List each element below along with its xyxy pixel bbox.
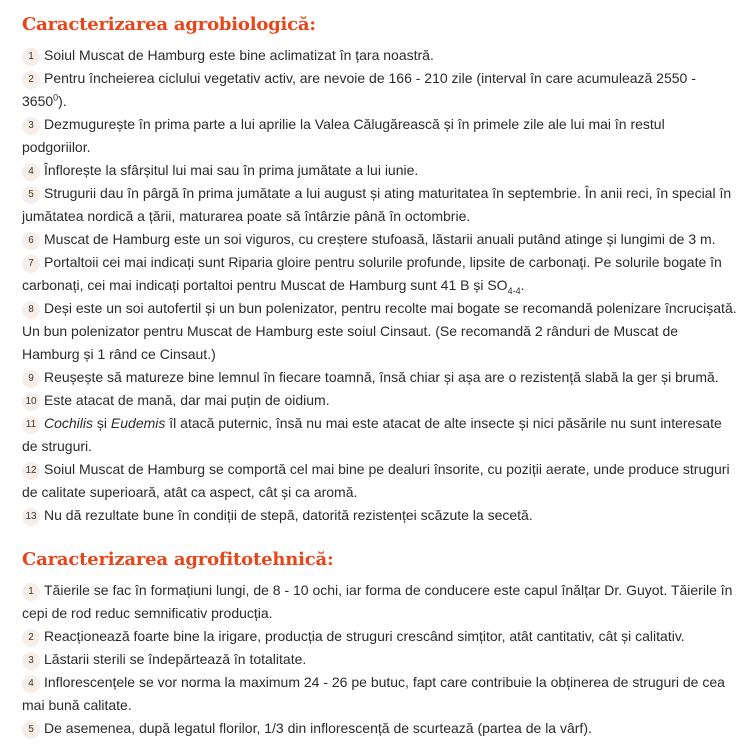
item-number-badge: 1	[22, 48, 40, 66]
item-number-badge: 5	[22, 186, 40, 204]
list-item	[22, 44, 737, 67]
item-number-badge: 12	[22, 462, 40, 480]
list-item	[22, 648, 737, 671]
item-text: îl atacă puternic, însă nu mai este atacat de alte insecte și nici păsările nu sunt interesate de struguri.	[22, 415, 722, 454]
list-item	[22, 113, 737, 159]
list-item	[22, 671, 737, 717]
item-number-badge: 2	[22, 629, 40, 647]
item-text: Reacționează foarte bine la irigare, producția de struguri crescând simțitor, atât cantitativ, cât și calitativ.	[44, 628, 685, 644]
item-number-badge: 8	[22, 301, 40, 319]
item-text: Portaltoii cei mai indicați sunt Riparia gloire pentru solurile profunde, lipsite de carbonați. Pe solurile bogate în carbonați, cei mai indicați portaltoi pentru Muscat de Hamburg sunt 41 B și SO	[22, 254, 722, 293]
item-text: Pentru încheierea ciclului vegetativ activ, are nevoie de 166 - 210 zile (interval în care acumulează 2550 - 3650	[22, 70, 696, 109]
list-item	[22, 182, 737, 228]
item-number-badge: 10	[22, 393, 40, 411]
item-number-badge: 4	[22, 163, 40, 181]
list-item	[22, 458, 737, 504]
item-number-badge: 2	[22, 71, 40, 89]
list-item	[22, 389, 737, 412]
item-number-badge: 11	[22, 416, 40, 434]
item-text: Lăstarii sterili se îndepărtează în totalitate.	[44, 651, 307, 667]
item-number-badge: 9	[22, 370, 40, 388]
list-item	[22, 717, 737, 740]
item-text: Muscat de Hamburg este un soi viguros, cu creștere stufoasă, lăstarii anuali putând atinge și lungimi de 3 m.	[44, 231, 716, 247]
item-text: Deși este un soi autofertil și un bun polenizator, pentru recolte mai bogate se recomandă polenizare încrucișată. Un bun polenizator pentru Muscat de Hamburg este soiul Cinsaut. (Se recomandă 2 rânduri de Muscat de Hamburg și 1 rând ce Cinsaut.)	[22, 300, 737, 362]
item-text: Înflorește la sfârșitul lui mai sau în prima jumătate a lui iunie.	[44, 162, 419, 178]
list-item	[22, 67, 737, 113]
list-item	[22, 504, 737, 527]
list-item	[22, 159, 737, 182]
italic-term: Eudemis	[110, 415, 166, 431]
list-item	[22, 579, 737, 625]
section-title: Caracterizarea agrofitotehnică:	[22, 549, 334, 570]
item-number-badge: 7	[22, 255, 40, 273]
item-text: Soiul Muscat de Hamburg este bine aclimatizat în țara noastră.	[44, 47, 434, 63]
list-item	[22, 412, 737, 458]
list-item	[22, 625, 737, 648]
item-number-badge: 1	[22, 583, 40, 601]
list-item	[22, 297, 737, 366]
item-text: Este atacat de mană, dar mai puțin de oidium.	[44, 392, 330, 408]
item-number-badge: 13	[22, 508, 40, 526]
item-text: .	[520, 277, 525, 293]
item-number-badge: 3	[22, 117, 40, 135]
item-number-badge: 5	[22, 721, 40, 739]
item-number-badge: 6	[22, 232, 40, 250]
item-text: Nu dă rezultate bune în condiții de stepă, datorită rezistenței scăzute la secetă.	[44, 507, 533, 523]
section-title: Caracterizarea agrobiologică:	[22, 14, 316, 35]
item-text: Strugurii dau în pârgă în prima jumătate a lui august și ating maturitatea în septembrie. În anii reci, în special în jumătatea nordică a țării, maturarea poate să întârzie până în octombrie.	[22, 185, 732, 224]
item-text: Reușește să matureze bine lemnul în fiecare toamnă, însă chiar și așa are o rezistență slabă la ger și brumă.	[44, 369, 719, 385]
item-text: Dezmugurește în prima parte a lui aprilie la Valea Călugărească și în primele zile ale lui mai în restul podgoriilor.	[22, 116, 665, 155]
item-text: ).	[58, 93, 67, 109]
italic-term: Cochilis	[44, 415, 94, 431]
item-text: De asemenea, după legatul florilor, 1/3 din inflorescență de scurtează (partea de la vârf).	[44, 720, 592, 736]
list-item	[22, 251, 737, 297]
section-agrofitotehnica	[22, 547, 737, 740]
item-number-badge: 4	[22, 675, 40, 693]
numbered-list	[22, 579, 737, 740]
item-text: Inflorescențele se vor norma la maximum 24 - 26 pe butuc, fapt care contribuie la obținerea de struguri de cea mai bună calitate.	[22, 674, 725, 713]
sup-text: 0	[53, 92, 59, 103]
section-agrobiologica	[22, 12, 737, 527]
list-item	[22, 366, 737, 389]
list-item	[22, 228, 737, 251]
item-number-badge: 3	[22, 652, 40, 670]
item-text: Tăierile se fac în formațiuni lungi, de 8 - 10 ochi, iar forma de conducere este capul înălțar Dr. Guyot. Tăierile în cepi de rod reduc semnificativ producția.	[22, 582, 733, 621]
item-text: Soiul Muscat de Hamburg se comportă cel mai bine pe dealuri însorite, cu poziții aerate, unde produce struguri de calitate superioară, atât ca aspect, cât și ca aromă.	[22, 461, 730, 500]
sub-text: 4-4	[507, 285, 521, 296]
item-text: și	[93, 415, 111, 431]
numbered-list	[22, 44, 737, 527]
